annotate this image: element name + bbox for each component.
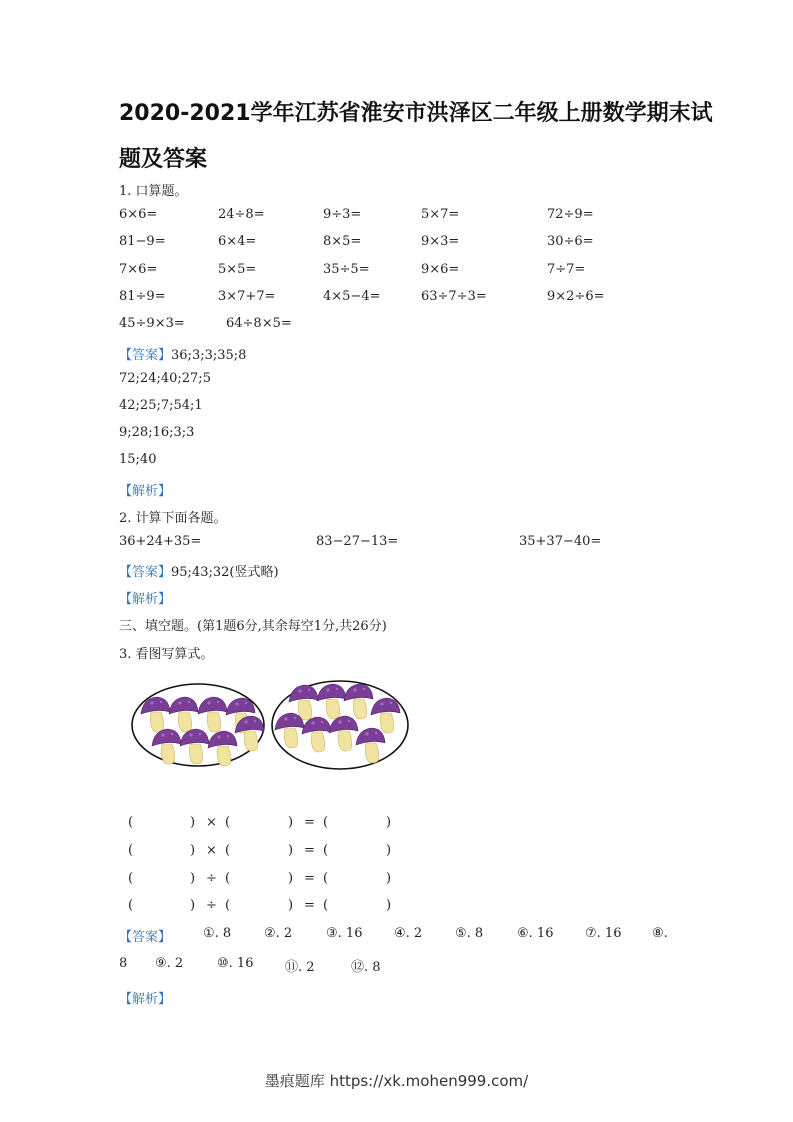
- paren: ): [386, 843, 392, 858]
- q1-answer: [119, 344, 246, 363]
- q1-item: 64÷8×5=: [226, 316, 292, 331]
- paren: ): [386, 898, 392, 913]
- q1-analysis-tag: 【解析】: [119, 484, 172, 499]
- mushroom-icon: [152, 729, 181, 764]
- operator: ×: [206, 843, 217, 858]
- q2-expr: 83−27−13=: [316, 534, 399, 549]
- q3-answer-item: 8: [119, 956, 128, 971]
- mushroom-icon: [141, 697, 170, 732]
- q3-answer-item: ⑤. 8: [455, 926, 484, 941]
- equals: =: [304, 871, 315, 886]
- q3-answer-item: ①. 8: [203, 926, 232, 941]
- mushroom-icon: [356, 728, 385, 763]
- paren: (: [128, 815, 134, 830]
- q1-item: 35÷5=: [323, 262, 370, 277]
- operator: ÷: [206, 898, 217, 913]
- q1-item: 7×6=: [119, 262, 158, 277]
- q3-answer-item: ⑦. 16: [585, 926, 622, 941]
- mushroom-icon: [169, 697, 198, 732]
- paren: ): [190, 871, 196, 886]
- q1-item: 24÷8=: [218, 207, 265, 222]
- right-group-mushrooms: [275, 684, 400, 763]
- paren: ): [190, 843, 196, 858]
- paren: (: [323, 843, 329, 858]
- q1-item: 3×7+7=: [218, 289, 276, 304]
- q1-item: 6×6=: [119, 207, 158, 222]
- q3-answer-item: ⑨. 2: [155, 956, 184, 971]
- q1-item: 30÷6=: [547, 234, 594, 249]
- q3-answer-item: ⑧.: [652, 926, 668, 941]
- q3-answer-item: ⑪. 2: [285, 960, 315, 975]
- paren: ): [190, 898, 196, 913]
- answer-tag: 【答案】: [119, 348, 172, 363]
- paren: (: [323, 815, 329, 830]
- paren: ): [288, 815, 294, 830]
- paren: ): [288, 843, 294, 858]
- q3-answer-item: ⑫. 8: [351, 960, 381, 975]
- q1-item: 81÷9=: [119, 289, 166, 304]
- q1-item: 9÷3=: [323, 207, 362, 222]
- q1-item: 81−9=: [119, 234, 166, 249]
- equals: =: [304, 843, 315, 858]
- paren: ): [190, 815, 196, 830]
- q2-heading: 2. 计算下面各题。: [119, 511, 227, 526]
- paren: (: [225, 843, 231, 858]
- q3-answer-item: ⑥. 16: [517, 926, 554, 941]
- section-3-heading: 三、填空题。(第1题6分,其余每空1分,共26分): [119, 619, 387, 634]
- answer-text: 36;3;3;35;8: [171, 348, 247, 363]
- paren: ): [288, 871, 294, 886]
- footer-watermark: 墨痕题库 https://xk.mohen999.com/: [264, 1072, 529, 1090]
- q1-answer-line: 15;40: [119, 452, 157, 467]
- q1-item: 6×4=: [218, 234, 257, 249]
- q3-answer-item: ②. 2: [264, 926, 293, 941]
- mushroom-icon: [302, 717, 331, 752]
- equals: =: [304, 815, 315, 830]
- page-title-line-2: 题及答案: [119, 147, 208, 172]
- paren: (: [225, 815, 231, 830]
- q2-expr: 35+37−40=: [519, 534, 602, 549]
- q1-answer-line: 72;24;40;27;5: [119, 371, 211, 386]
- q1-item: 5×7=: [421, 207, 460, 222]
- mushroom-icon: [275, 713, 304, 748]
- paren: (: [323, 871, 329, 886]
- q1-answer-line: 9;28;16;3;3: [119, 425, 195, 440]
- mushroom-icon: [371, 698, 400, 733]
- paren: ): [386, 871, 392, 886]
- paren: (: [128, 898, 134, 913]
- paren: ): [386, 815, 392, 830]
- q2-answer: [119, 561, 279, 580]
- mushroom-groups-illustration: [128, 676, 418, 776]
- answer-tag: 【答案】: [119, 565, 172, 580]
- q1-item: 8×5=: [323, 234, 362, 249]
- paren: (: [128, 843, 134, 858]
- mushroom-icon: [317, 684, 346, 719]
- paren: (: [225, 871, 231, 886]
- q1-answer-line: 42;25;7;54;1: [119, 398, 203, 413]
- operator: ÷: [206, 871, 217, 886]
- q3-answer-item: ④. 2: [394, 926, 423, 941]
- q1-heading: 1. 口算题。: [119, 184, 188, 199]
- q1-item: 63÷7÷3=: [421, 289, 487, 304]
- q3-heading: 3. 看图写算式。: [119, 647, 214, 662]
- q2-expr: 36+24+35=: [119, 534, 202, 549]
- mushroom-icon: [344, 684, 373, 719]
- q1-item: 45÷9×3=: [119, 316, 185, 331]
- q1-item: 5×5=: [218, 262, 257, 277]
- equals: =: [304, 898, 315, 913]
- q3-analysis-tag: 【解析】: [119, 992, 172, 1007]
- q1-item: 9×2÷6=: [547, 289, 605, 304]
- q3-answer-item: ⑩. 16: [217, 956, 254, 971]
- q2-analysis-tag: 【解析】: [119, 592, 172, 607]
- q1-item: 4×5−4=: [323, 289, 381, 304]
- paren: (: [225, 898, 231, 913]
- q1-item: 9×3=: [421, 234, 460, 249]
- mushroom-icon: [329, 716, 358, 751]
- q3-answer-tag: 【答案】: [119, 930, 172, 945]
- page-title-line-1: 2020-2021学年江苏省淮安市洪泽区二年级上册数学期末试: [119, 101, 713, 126]
- q1-item: 7÷7=: [547, 262, 586, 277]
- paren: (: [128, 871, 134, 886]
- operator: ×: [206, 815, 217, 830]
- q1-item: 72÷9=: [547, 207, 594, 222]
- left-group-mushrooms: [141, 697, 264, 766]
- mushroom-icon: [180, 729, 209, 764]
- q3-answer-item: ③. 16: [326, 926, 363, 941]
- paren: (: [323, 898, 329, 913]
- mushroom-icon: [198, 697, 227, 732]
- mushroom-icon: [235, 716, 264, 751]
- answer-text: 95;43;32(竖式略): [171, 565, 279, 580]
- q1-item: 9×6=: [421, 262, 460, 277]
- paren: ): [288, 898, 294, 913]
